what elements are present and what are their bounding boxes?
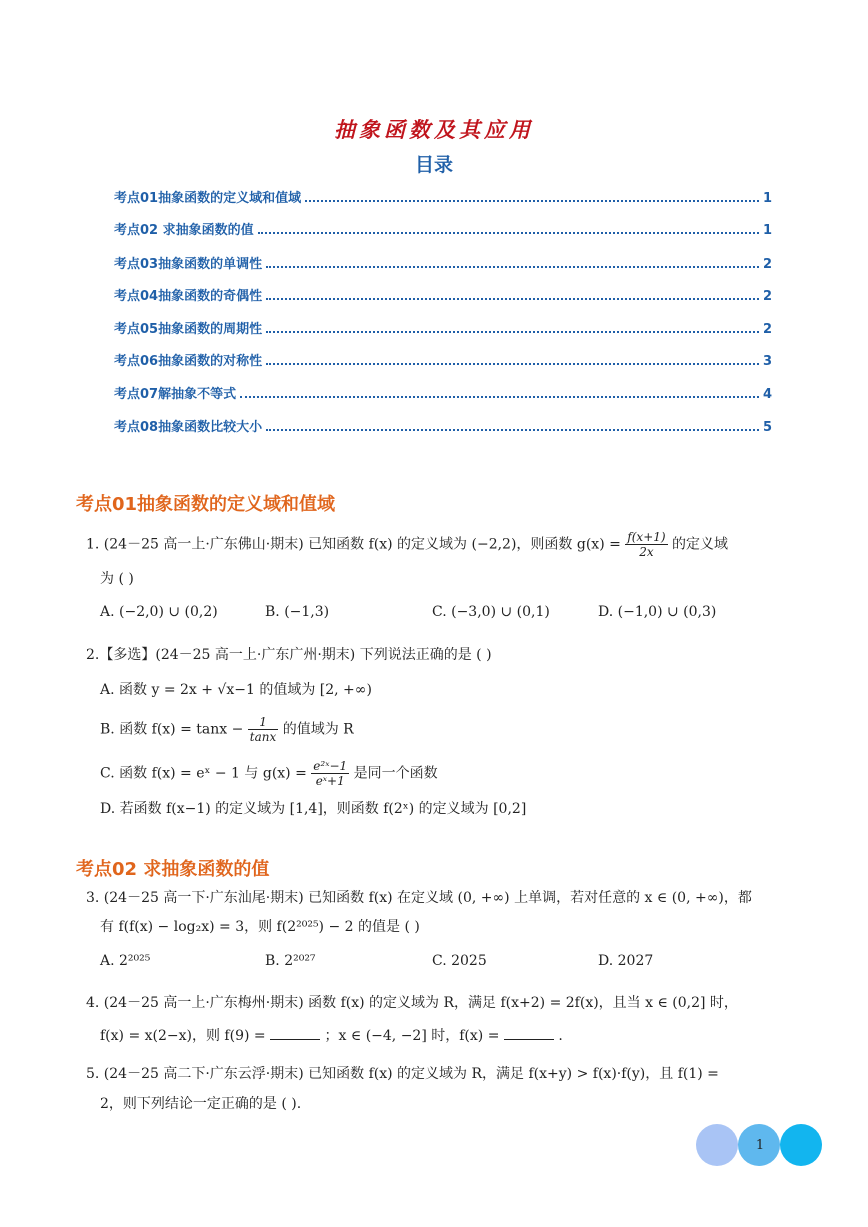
toc-item-page: 2 — [762, 257, 772, 272]
toc-item-label: 考点01抽象函数的定义域和值域 — [114, 191, 302, 206]
toc-item-page: 3 — [762, 354, 772, 369]
toc-item-page: 5 — [762, 420, 772, 435]
answer-blank[interactable] — [504, 1025, 554, 1040]
document-title: 抽象函数及其应用 — [334, 117, 534, 142]
toc-leader-dots — [240, 395, 759, 398]
section-heading-01: 考点01抽象函数的定义域和值域 — [76, 494, 336, 515]
toc-item-label: 考点03抽象函数的单调性 — [114, 257, 263, 272]
fraction-denominator: tanx — [249, 730, 277, 744]
question-1-option-c: C. (−3,0) ∪ (0,1) — [432, 604, 550, 620]
toc-item-label: 考点07解抽象不等式 — [114, 387, 237, 402]
toc-item[interactable] — [114, 317, 772, 337]
toc-leader-dots — [305, 199, 759, 202]
question-2-option-a: A. 函数 y = 2x + √x−1 的值域为 [2, +∞) — [100, 682, 372, 698]
toc-item-page: 4 — [762, 387, 772, 402]
fraction — [625, 530, 667, 559]
question-4-text-c: . — [558, 1028, 563, 1044]
toc-leader-dots — [266, 265, 759, 268]
question-1-stem-end: 的定义域 — [672, 536, 729, 553]
toc-item-label: 考点05抽象函数的周期性 — [114, 322, 263, 337]
toc-heading: 目录 — [414, 154, 453, 176]
question-1-line-2: 为 ( ) — [100, 571, 134, 587]
toc-item-label: 考点08抽象函数比较大小 — [114, 420, 263, 435]
toc-leader-dots — [266, 362, 759, 365]
question-1-line-1 — [86, 530, 728, 559]
page-number: 1 — [755, 1138, 765, 1153]
fraction-numerator: 1 — [248, 715, 278, 730]
toc-leader-dots — [266, 428, 759, 431]
question-3-option-c: C. 2025 — [432, 953, 487, 969]
question-3-line-2: 有 f(f(x) − log₂x) = 3，则 f(2²⁰²⁵) − 2 的值是 ( ) — [100, 919, 420, 935]
question-2-option-d: D. 若函数 f(x−1) 的定义域为 [1,4]，则函数 f(2ˣ) 的定义域为 [0,2] — [100, 801, 527, 817]
toc-item[interactable] — [114, 284, 772, 304]
fraction — [248, 715, 278, 744]
question-3-line-1: 3. (24－25 高一下·广东汕尾·期末) 已知函数 f(x) 在定义域 (0, +∞) 上单调，若对任意的 x ∈ (0, +∞)，都 — [86, 890, 752, 906]
toc-item[interactable] — [114, 186, 772, 206]
toc-item[interactable] — [114, 218, 772, 238]
option-c-text-end: 是同一个函数 — [353, 765, 438, 782]
toc-item-label: 考点04抽象函数的奇偶性 — [114, 289, 263, 304]
toc-item[interactable] — [114, 349, 772, 369]
question-2-option-c — [100, 759, 438, 788]
toc-item[interactable] — [114, 415, 772, 435]
toc-item-page: 1 — [762, 223, 772, 238]
question-4-text-a: f(x) = x(2−x)，则 f(9) = — [100, 1028, 266, 1044]
toc-item[interactable] — [114, 252, 772, 272]
option-b-text-end: 的值域为 R — [282, 721, 354, 738]
option-c-text: C. 函数 f(x) = eˣ − 1 与 g(x) = — [100, 765, 307, 782]
option-b-text: B. 函数 f(x) = tanx − — [100, 721, 244, 738]
toc-item-page: 2 — [762, 289, 772, 304]
question-3-option-a: A. 2²⁰²⁵ — [100, 953, 151, 969]
footer-circle-left — [696, 1124, 738, 1166]
toc-item-page: 2 — [762, 322, 772, 337]
question-1-stem: 1. (24－25 高一上·广东佛山·期末) 已知函数 f(x) 的定义域为 (−2,2)，则函数 g(x) = — [86, 536, 621, 553]
toc-item-page: 1 — [762, 191, 772, 206]
answer-blank[interactable] — [270, 1025, 320, 1040]
toc-item[interactable] — [114, 382, 772, 402]
question-4-line-1: 4. (24－25 高一上·广东梅州·期末) 函数 f(x) 的定义域为 R，满足 f(x+2) = 2f(x)，且当 x ∈ (0,2] 时， — [86, 995, 738, 1011]
question-5-line-1: 5. (24－25 高二下·广东云浮·期末) 已知函数 f(x) 的定义域为 R，满足 f(x+y) > f(x)·f(y)，且 f(1) = — [86, 1066, 719, 1082]
footer-circle-right — [780, 1124, 822, 1166]
toc-item-label: 考点06抽象函数的对称性 — [114, 354, 263, 369]
question-4-text-b: ；x ∈ (−4, −2] 时，f(x) = — [324, 1028, 500, 1044]
fraction-denominator: eˣ+1 — [315, 774, 345, 788]
toc-item-label: 考点02 求抽象函数的值 — [114, 223, 254, 238]
question-5-line-2: 2，则下列结论一定正确的是 ( ). — [100, 1096, 302, 1112]
question-2-option-b — [100, 715, 354, 744]
fraction-denominator: 2x — [639, 545, 654, 559]
question-1-option-b: B. (−1,3) — [265, 604, 330, 620]
question-3-option-b: B. 2²⁰²⁷ — [265, 953, 316, 969]
question-1-option-a: A. (−2,0) ∪ (0,2) — [100, 604, 218, 620]
toc-leader-dots — [258, 231, 759, 234]
fraction-numerator: f(x+1) — [627, 530, 666, 544]
question-3-option-d: D. 2027 — [598, 953, 654, 969]
fraction-numerator: e²ˣ−1 — [313, 759, 348, 773]
question-1-option-d: D. (−1,0) ∪ (0,3) — [598, 604, 717, 620]
section-heading-02: 考点02 求抽象函数的值 — [76, 859, 270, 880]
toc-leader-dots — [266, 330, 759, 333]
toc-leader-dots — [266, 297, 759, 300]
question-2-stem: 2.【多选】(24－25 高一上·广东广州·期末) 下列说法正确的是 ( ) — [86, 647, 492, 663]
question-4-line-2 — [100, 1025, 563, 1046]
fraction — [311, 759, 349, 788]
